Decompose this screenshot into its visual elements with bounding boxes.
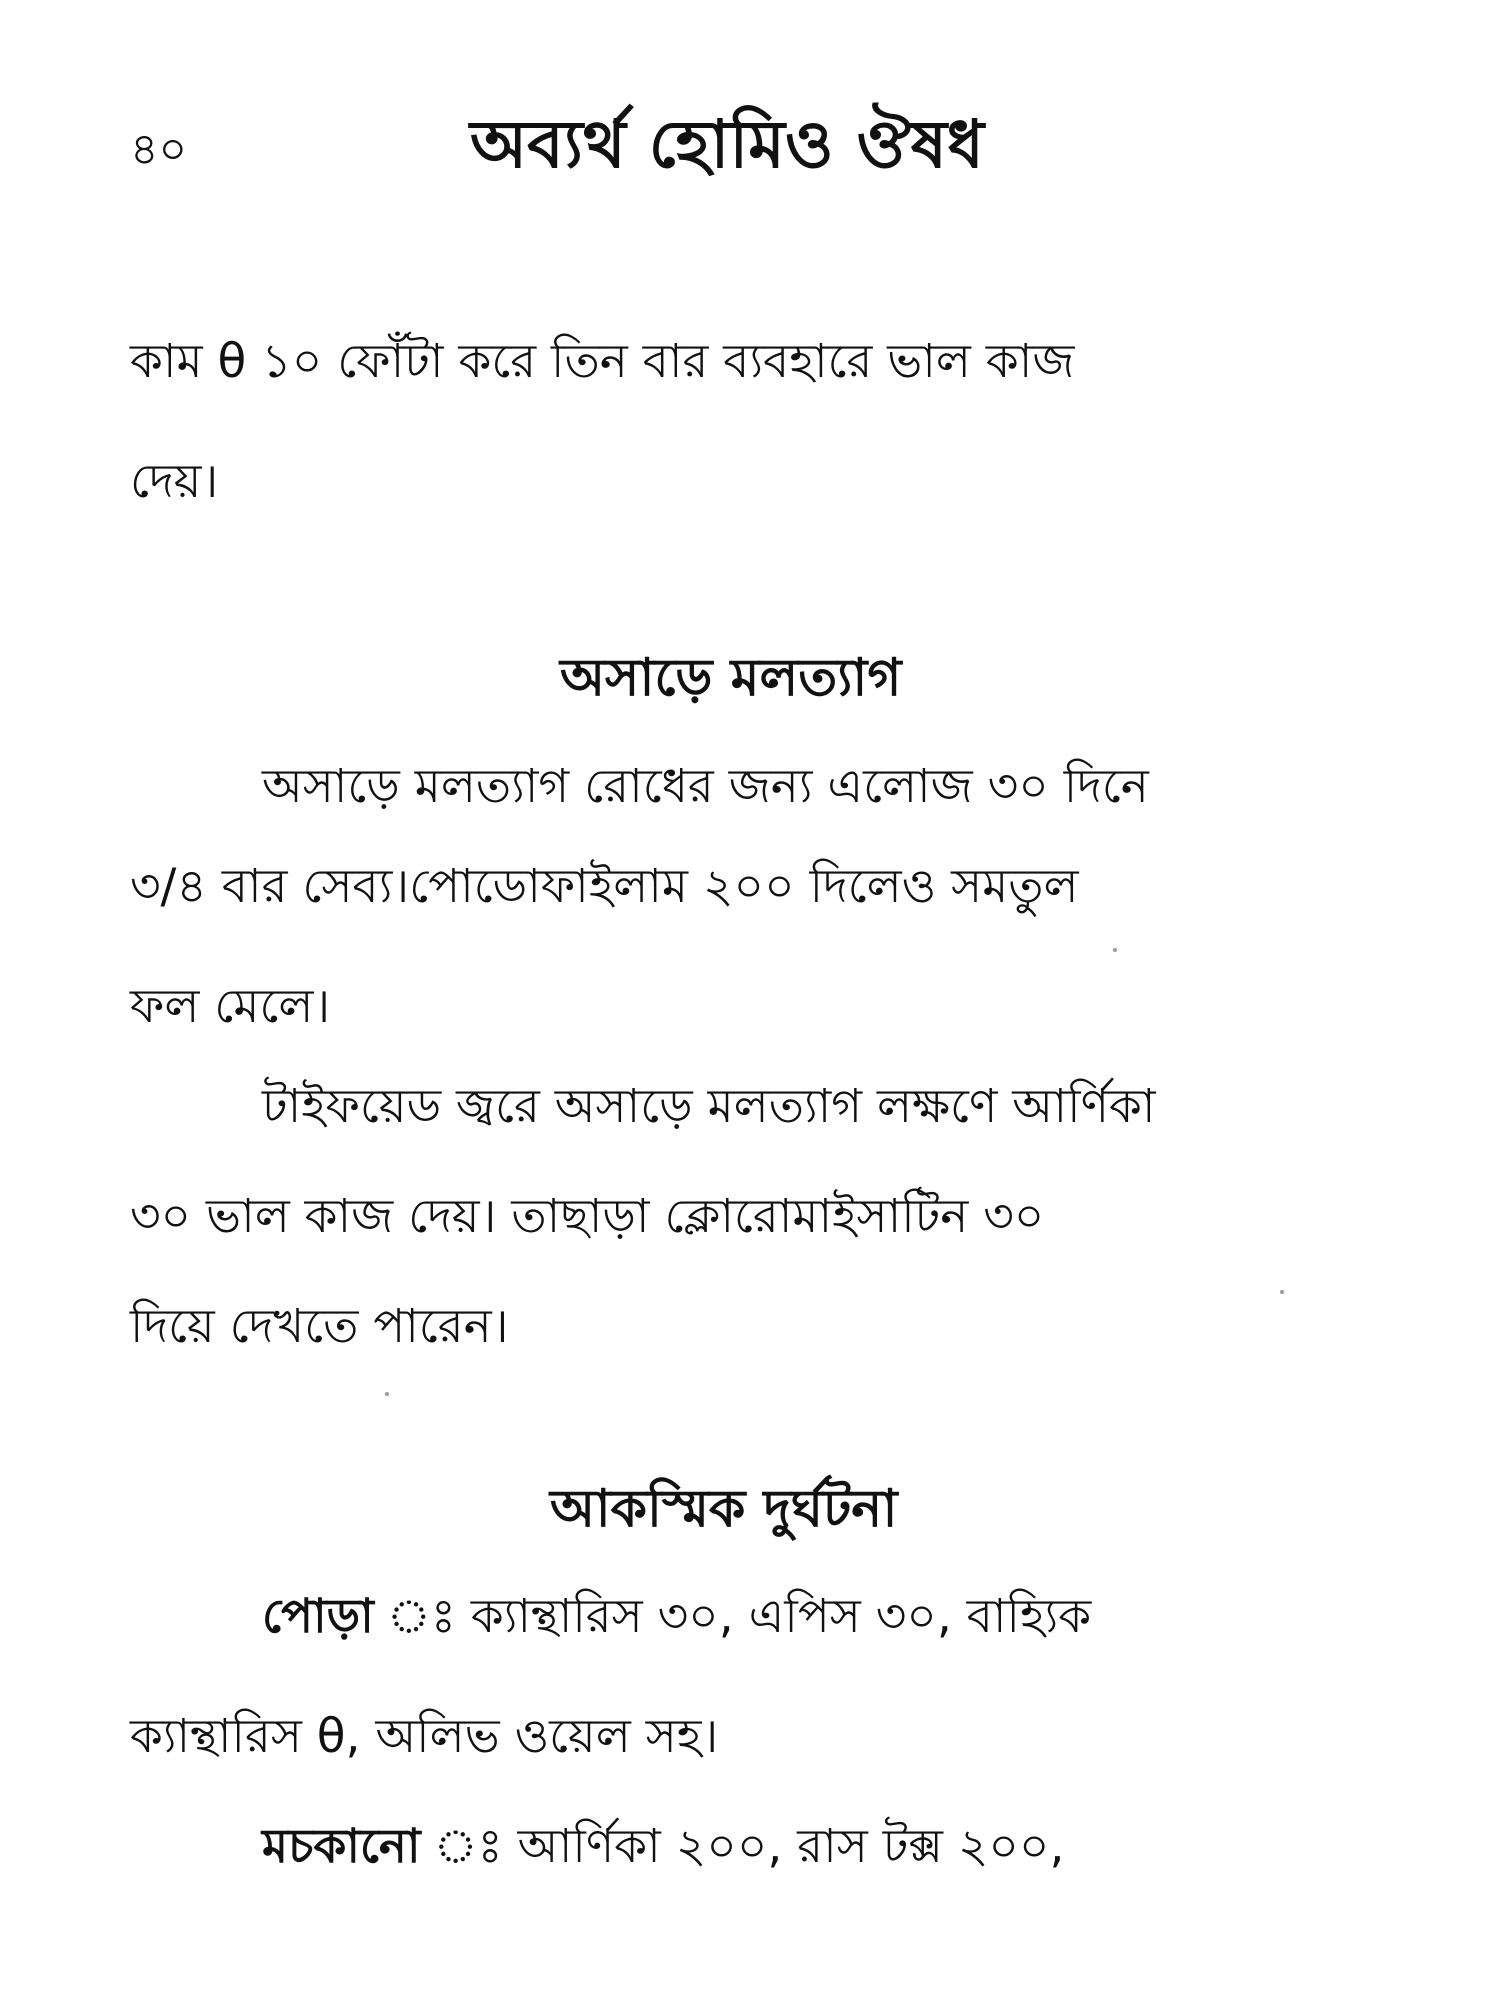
section1-line-5: ৩০ ভাল কাজ দেয়। তাছাড়া ক্লোরোমাইসাটিন ৩০ (130, 1189, 1045, 1244)
running-title: অব্যর্থ হোমিও ঔষধ (470, 106, 984, 183)
intro-line-2: দেয়। (130, 454, 219, 509)
section-heading-accidents: আকস্মিক দুর্ঘটনা (550, 1479, 898, 1539)
page-number: ৪০ (130, 124, 188, 175)
paper-speck (385, 1392, 389, 1396)
section1-line-2: ৩/৪ বার সেব্য।পোডোফাইলাম ২০০ দিলেও সমতুল (130, 859, 1079, 914)
paper-speck (1280, 1290, 1284, 1294)
section1-line-1: অসাড়ে মলত্যাগ রোধের জন্য এলোজ ৩০ দিনে (262, 759, 1149, 814)
entry-sprain-text: ঃ আর্ণিকা ২০০, রাস টক্স ২০০, (420, 1819, 1065, 1874)
section1-line-3: ফল মেলে। (130, 979, 331, 1034)
section-heading-incontinence: অসাড়ে মলত্যাগ (560, 648, 902, 708)
section1-line-6: দিয়ে দেখতে পারেন। (130, 1299, 509, 1354)
paper-speck (1113, 948, 1117, 952)
intro-line-1: কাম θ ১০ ফোঁটা করে তিন বার ব্যবহারে ভাল কাজ (130, 334, 1075, 389)
section1-line-4: টাইফয়েড জ্বরে অসাড়ে মলত্যাগ লক্ষণে আর্ণিকা (262, 1079, 1156, 1134)
entry-burn-text: ঃ ক্যান্থারিস ৩০, এপিস ৩০, বাহ্যিক (373, 1589, 1092, 1644)
entry-sprain-line (262, 1819, 1065, 1874)
entry-burn-term: পোড়া (262, 1589, 374, 1644)
entry-burn-line (262, 1589, 1092, 1644)
entry-burn-continuation: ক্যান্থারিস θ, অলিভ ওয়েল সহ। (130, 1709, 719, 1764)
entry-sprain-term: মচকানো (262, 1819, 421, 1874)
